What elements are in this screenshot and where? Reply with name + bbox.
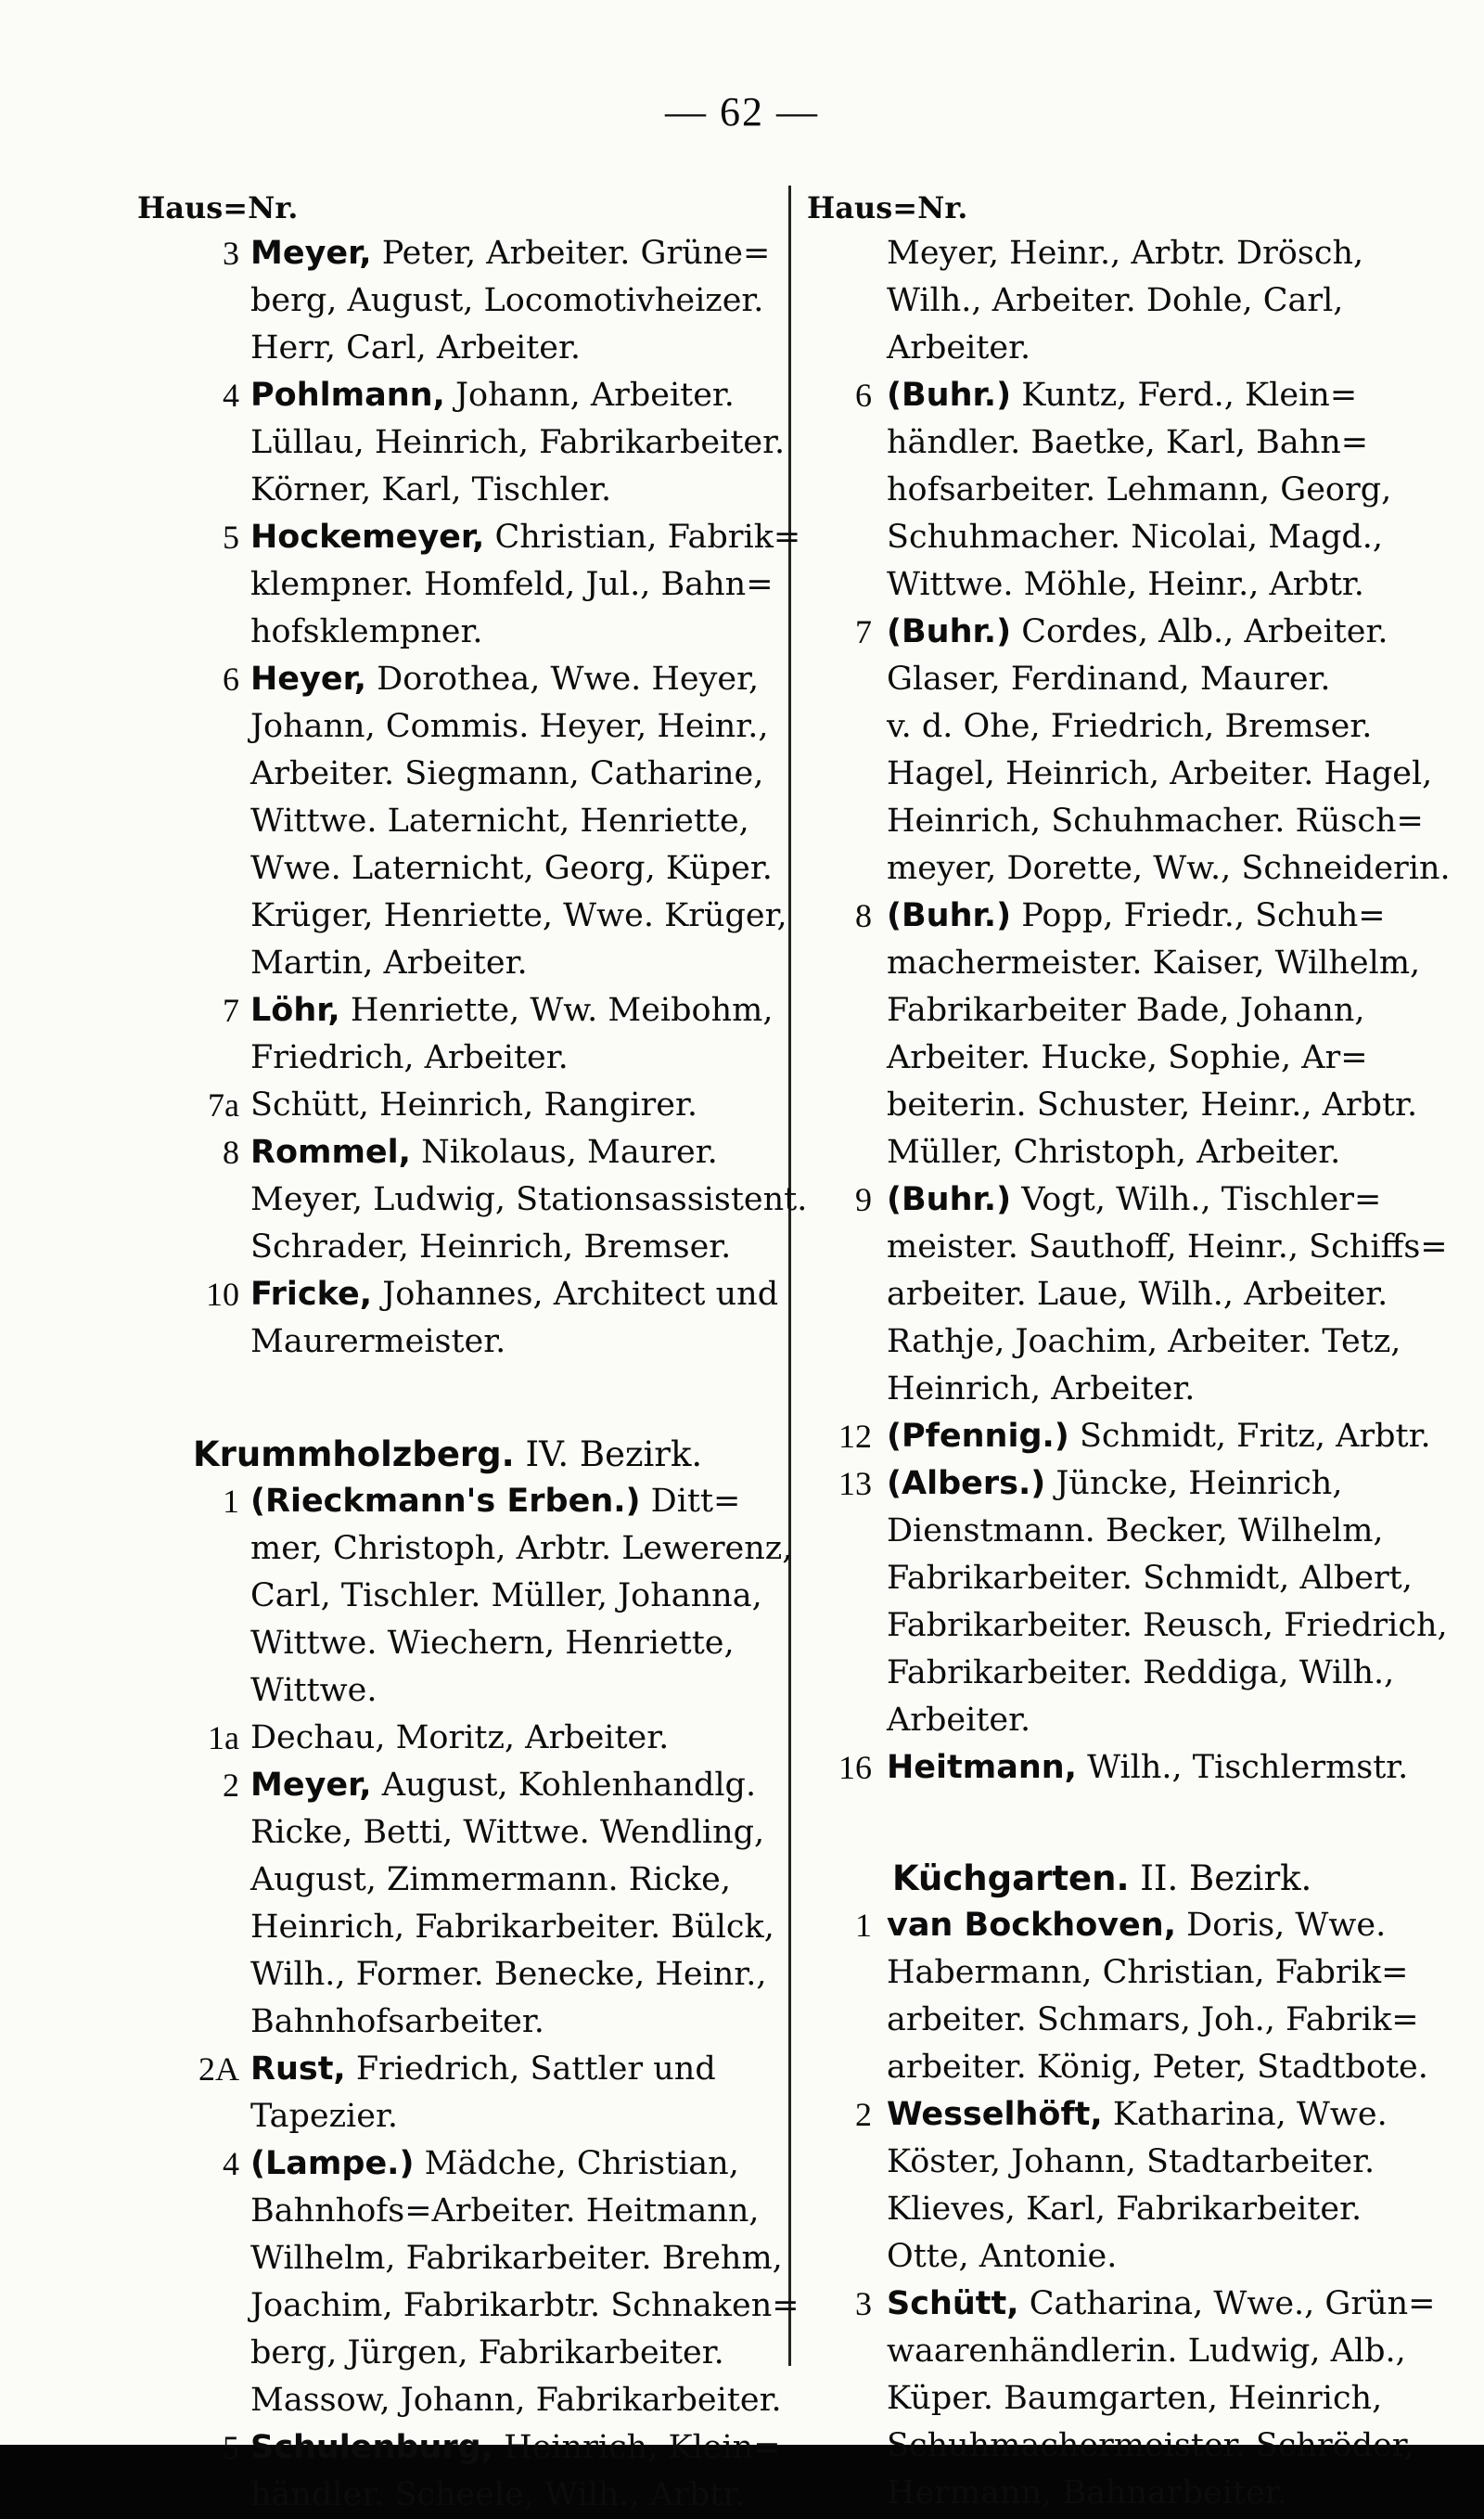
entry-line — [887, 1997, 1419, 2044]
resident-text: Doris, Wwe. — [1186, 1907, 1387, 1944]
resident-text: Henriette, Ww. Meibohm, — [350, 992, 774, 1029]
owner-name: Meyer, — [250, 1767, 372, 1804]
house-number: 7 — [855, 613, 872, 650]
entry-line — [887, 656, 1419, 703]
entry-line — [250, 1620, 777, 1667]
entry-line — [887, 1949, 1419, 1997]
entry-lines — [887, 609, 1451, 893]
owner-name: (Buhr.) — [887, 897, 1012, 934]
resident-text: Heinrich, Klein= — [504, 2429, 781, 2466]
resident-text: Heinrich, Fabrikarbeiter. Bülck, — [250, 1909, 774, 1946]
resident-text: Heinrich, Schuhmacher. Rüsch= — [887, 803, 1424, 840]
entry-line — [250, 230, 777, 277]
entry-line — [250, 277, 777, 325]
entry-line — [887, 1555, 1419, 1602]
resident-text: Habermann, Christian, Fabrik= — [887, 1954, 1409, 1991]
resident-text: Peter, Arbeiter. Grüne= — [381, 235, 771, 272]
resident-text: Meyer, Ludwig, Stationsassistent. — [250, 1181, 808, 1218]
house-entry — [137, 2046, 777, 2140]
resident-text: Maurermeister. — [250, 1323, 506, 1360]
owner-name: Hockemeyer, — [250, 519, 485, 556]
resident-text: Wittwe. — [250, 1672, 377, 1709]
resident-text: Wilh., Arbeiter. Dohle, Carl, — [887, 282, 1344, 319]
entry-line — [887, 1902, 1419, 1949]
resident-text: Körner, Karl, Tischler. — [250, 471, 612, 508]
entry-line — [250, 798, 777, 845]
owner-name: Heitmann, — [887, 1749, 1077, 1786]
owner-name: (Buhr.) — [887, 613, 1012, 650]
entry-line — [887, 893, 1419, 940]
entry-line — [887, 1271, 1419, 1318]
entry-line — [250, 1478, 777, 1525]
owner-name: (Pfennig.) — [887, 1418, 1069, 1455]
resident-text: Ditt= — [650, 1483, 741, 1520]
entry-line — [887, 2091, 1419, 2139]
house-entry — [137, 1762, 777, 2046]
resident-text: Hagel, Heinrich, Arbeiter. Hagel, — [887, 755, 1433, 792]
resident-text: Schmidt, Fritz, Arbtr. — [1079, 1418, 1431, 1455]
entry-line — [887, 609, 1419, 656]
house-number: 13 — [838, 1465, 872, 1502]
resident-text: v. d. Ohe, Friedrich, Bremser. — [887, 708, 1373, 745]
resident-text: Johann, Arbeiter. — [454, 377, 735, 414]
entry-lines — [250, 1762, 777, 2046]
resident-text: Dienstmann. Becker, Wilhelm, — [887, 1512, 1384, 1549]
owner-name: Pohlmann, — [250, 377, 445, 414]
entry-line — [887, 1129, 1419, 1176]
entry-line — [887, 751, 1433, 798]
entry-line — [250, 1176, 808, 1224]
entry-line — [250, 2046, 777, 2093]
house-number: 9 — [855, 1181, 872, 1218]
house-entry — [137, 372, 786, 514]
resident-text: Joachim, Fabrikarbtr. Schnaken= — [250, 2287, 800, 2324]
entry-line — [250, 1035, 777, 1082]
house-entry — [137, 2424, 781, 2519]
house-number: 5 — [223, 2429, 239, 2466]
entry-line — [887, 2470, 1419, 2517]
entry-lines — [887, 1460, 1448, 1744]
house-entry — [137, 1271, 777, 1366]
resident-text: Kuntz, Ferd., Klein= — [1021, 377, 1358, 414]
resident-text: Schütt, Heinrich, Rangirer. — [250, 1086, 697, 1124]
resident-text: Meyer, Heinr., Arbtr. Drösch, — [887, 235, 1364, 272]
resident-text: Wilh., Tischlermstr. — [1087, 1749, 1409, 1786]
resident-text: Katharina, Wwe. — [1112, 2096, 1388, 2133]
resident-text: Catharina, Wwe., Grün= — [1029, 2285, 1436, 2322]
resident-text: Mädche, Christian, — [424, 2145, 739, 2182]
house-entry — [807, 372, 1419, 609]
resident-text: händler. Baetke, Karl, Bahn= — [887, 424, 1369, 461]
house-number: 5 — [223, 519, 239, 556]
entry-lines — [250, 2140, 800, 2424]
entry-line — [250, 1762, 777, 1809]
house-entry — [807, 1902, 1428, 2091]
resident-text: arbeiter. Laue, Wilh., Arbeiter. — [887, 1276, 1388, 1313]
entry-lines — [250, 372, 786, 514]
entry-lines — [887, 372, 1419, 609]
entry-line — [250, 2472, 777, 2519]
house-entry — [807, 2091, 1419, 2281]
resident-text: Heinrich, Arbeiter. — [887, 1370, 1196, 1407]
entry-line — [250, 372, 777, 419]
house-entry — [137, 230, 777, 372]
house-number: 12 — [838, 1418, 872, 1455]
street-name: Küchgarten. — [892, 1858, 1130, 1898]
house-number: 1 — [223, 1483, 239, 1520]
entry-line — [887, 1460, 1419, 1508]
entry-line — [887, 845, 1451, 893]
resident-text: händler. Scheele, Wilh., Arbtr. — [250, 2476, 746, 2513]
entry-line — [887, 1413, 1431, 1460]
entry-lines — [250, 2424, 781, 2519]
entry-line — [250, 1809, 777, 1857]
house-number: 4 — [223, 377, 239, 414]
resident-text: Wittwe. Möhle, Heinr., Arbtr. — [887, 566, 1364, 603]
house-number: 1 — [855, 1907, 872, 1944]
resident-text: Wilhelm, Fabrikarbeiter. Brehm, — [250, 2240, 783, 2277]
entry-line — [887, 1035, 1419, 1082]
entry-line — [887, 467, 1419, 514]
house-number: 3 — [223, 235, 239, 272]
resident-text: berg, Jürgen, Fabrikarbeiter. — [250, 2334, 724, 2371]
entry-line — [250, 845, 777, 893]
resident-text: Lüllau, Heinrich, Fabrikarbeiter. — [250, 424, 786, 461]
house-number: 3 — [855, 2285, 872, 2322]
entry-line — [887, 2044, 1428, 2091]
entry-line — [250, 514, 801, 561]
entry-line — [250, 1715, 777, 1762]
entry-line — [250, 1573, 777, 1620]
left-block-2 — [137, 1478, 800, 2519]
entry-line — [887, 561, 1419, 609]
house-entry — [807, 1744, 1419, 1792]
left-block-1 — [137, 230, 808, 1366]
owner-name: Schulenburg, — [250, 2429, 494, 2466]
house-number: 8 — [223, 1134, 239, 1171]
entry-line — [887, 798, 1424, 845]
entry-line — [250, 940, 777, 987]
entry-line — [887, 1602, 1448, 1650]
house-entry — [137, 656, 787, 987]
house-number: 2A — [198, 2050, 239, 2088]
house-number: 6 — [223, 661, 239, 698]
entry-lines — [250, 987, 777, 1082]
resident-text: arbeiter. König, Peter, Stadtbote. — [887, 2049, 1428, 2086]
entry-lines — [250, 230, 777, 372]
resident-text: Schuhmachermeister. Schröder, — [887, 2427, 1414, 2464]
resident-text: Vogt, Wilh., Tischler= — [1021, 1181, 1382, 1218]
right-column — [807, 186, 1451, 2517]
resident-text: Wittwe. Laternicht, Henriette, — [250, 803, 749, 840]
entry-line — [250, 2188, 777, 2235]
house-entry — [137, 1715, 777, 1762]
resident-text: Dechau, Moritz, Arbeiter. — [250, 1719, 670, 1756]
entry-line — [887, 1082, 1419, 1129]
entry-line — [887, 1318, 1419, 1366]
entry-line — [250, 1904, 777, 1951]
right-block-2 — [807, 1902, 1436, 2517]
house-entry — [137, 1082, 777, 1129]
owner-name: Heyer, — [250, 661, 366, 698]
street-heading — [137, 1431, 777, 1478]
resident-text: Fabrikarbeiter. Schmidt, Albert, — [887, 1560, 1413, 1597]
entry-line — [250, 1525, 793, 1573]
owner-name: Meyer, — [250, 235, 372, 272]
entry-line — [250, 609, 777, 656]
entry-line — [250, 1082, 777, 1129]
house-entry — [137, 1129, 808, 1271]
resident-text: berg, August, Locomotivheizer. — [250, 282, 764, 319]
resident-text: beiterin. Schuster, Heinr., Arbtr. — [887, 1086, 1418, 1124]
resident-text: Klieves, Karl, Fabrikarbeiter. — [887, 2191, 1362, 2228]
entry-lines — [887, 1176, 1448, 1413]
left-column — [137, 186, 808, 2519]
house-entry — [807, 1460, 1448, 1744]
owner-name: van Bockhoven, — [887, 1907, 1177, 1944]
house-number-header: Haus=Nr. — [137, 190, 299, 225]
resident-text: arbeiter. Schmars, Joh., Fabrik= — [887, 2001, 1419, 2038]
entry-line — [250, 1224, 777, 1271]
entry-line — [887, 1508, 1419, 1555]
entry-lines — [887, 2281, 1436, 2517]
entry-line — [887, 2233, 1419, 2281]
owner-name: (Lampe.) — [250, 2145, 415, 2182]
entry-line — [250, 1318, 777, 1366]
resident-text: Dorothea, Wwe. Heyer, — [377, 661, 760, 698]
entry-line — [250, 419, 786, 467]
house-entry — [807, 2281, 1436, 2517]
resident-text: meyer, Dorette, Ww., Schneiderin. — [887, 850, 1451, 887]
resident-text: Arbeiter. — [887, 329, 1031, 366]
resident-text: Nikolaus, Maurer. — [421, 1134, 718, 1171]
entry-line — [250, 325, 777, 372]
resident-text: Herr, Carl, Arbeiter. — [250, 329, 582, 366]
house-number: 6 — [855, 377, 872, 414]
resident-text: Bahnhofsarbeiter. — [250, 2003, 544, 2040]
column-divider — [788, 186, 791, 2366]
entry-line — [887, 514, 1419, 561]
house-number-header: Haus=Nr. — [807, 190, 968, 225]
entry-lines — [887, 1413, 1431, 1460]
entry-line — [887, 2328, 1419, 2375]
entry-line — [250, 1951, 777, 1998]
resident-text: Otte, Antonie. — [887, 2238, 1118, 2275]
owner-name: Schütt, — [887, 2285, 1019, 2322]
house-entry — [137, 987, 777, 1082]
entry-line — [250, 2093, 777, 2140]
entry-line — [887, 1744, 1419, 1792]
house-number: 8 — [855, 897, 872, 934]
entry-line — [250, 2377, 782, 2424]
resident-text: Popp, Friedr., Schuh= — [1021, 897, 1386, 934]
right-block-1 — [807, 230, 1451, 1792]
house-entry — [807, 1176, 1448, 1413]
resident-text: hofsklempner. — [250, 613, 483, 650]
resident-text: August, Kohlenhandlg. — [381, 1767, 757, 1804]
owner-name: Fricke, — [250, 1276, 373, 1313]
house-number: 7 — [223, 992, 239, 1029]
resident-text: Köster, Johann, Stadtarbeiter. — [887, 2143, 1375, 2180]
entry-lines — [887, 1744, 1419, 1792]
resident-text: waarenhändlerin. Ludwig, Alb., — [887, 2333, 1406, 2370]
entry-line — [887, 277, 1419, 325]
resident-text: Carl, Tischler. Müller, Johanna, — [250, 1577, 762, 1614]
owner-name: Wesselhöft, — [887, 2096, 1103, 2133]
entry-line — [250, 561, 777, 609]
resident-text: machermeister. Kaiser, Wilhelm, — [887, 945, 1421, 982]
house-entry — [137, 514, 801, 656]
street-district: IV. Bezirk. — [525, 1434, 703, 1474]
resident-text: Cordes, Alb., Arbeiter. — [1021, 613, 1388, 650]
owner-name: (Albers.) — [887, 1465, 1046, 1502]
entry-line — [250, 751, 777, 798]
resident-text: Martin, Arbeiter. — [250, 945, 528, 982]
house-number: 10 — [206, 1276, 239, 1313]
resident-text: August, Zimmermann. Ricke, — [250, 1861, 731, 1898]
owner-name: Löhr, — [250, 992, 340, 1029]
street-heading — [807, 1855, 1419, 1902]
entry-line — [887, 2281, 1436, 2328]
entry-line — [250, 1271, 777, 1318]
entry-line — [250, 1998, 777, 2046]
entry-line — [887, 2423, 1419, 2470]
entry-lines — [250, 1478, 793, 1715]
entry-line — [250, 987, 777, 1035]
resident-text: meister. Sauthoff, Heinr., Schiffs= — [887, 1228, 1448, 1266]
entry-line — [887, 2186, 1419, 2233]
owner-name: (Buhr.) — [887, 377, 1012, 414]
entry-lines — [250, 514, 801, 656]
entry-line — [250, 1129, 777, 1176]
resident-text: klempner. Homfeld, Jul., Bahn= — [250, 566, 774, 603]
resident-text: Müller, Christoph, Arbeiter. — [887, 1134, 1341, 1171]
entry-line — [887, 1650, 1419, 1697]
entry-line — [250, 2330, 777, 2377]
resident-text: Fabrikarbeiter. Reusch, Friedrich, — [887, 1607, 1448, 1644]
entry-lines — [250, 1715, 777, 1762]
entry-lines — [887, 230, 1419, 372]
resident-text: Ricke, Betti, Wittwe. Wendling, — [250, 1814, 765, 1851]
entry-line — [250, 2140, 777, 2188]
resident-text: Wwe. Laternicht, Georg, Küper. — [250, 850, 773, 887]
resident-text: Johannes, Architect und — [382, 1276, 779, 1313]
spacer — [807, 1792, 1419, 1855]
entry-line — [250, 467, 777, 514]
spacer — [137, 1366, 777, 1431]
resident-text: hofsarbeiter. Lehmann, Georg, — [887, 471, 1392, 508]
resident-text: Fabrikarbeiter Bade, Johann, — [887, 992, 1365, 1029]
house-number: 4 — [223, 2145, 239, 2182]
house-number: 2 — [223, 1767, 239, 1804]
resident-text: Krüger, Henriette, Wwe. Krüger, — [250, 897, 787, 934]
resident-text: Jüncke, Heinrich, — [1055, 1465, 1343, 1502]
entry-line — [887, 940, 1419, 987]
entry-lines — [250, 1271, 777, 1366]
entry-line — [887, 1366, 1419, 1413]
resident-text: Arbeiter. Siegmann, Catharine, — [250, 755, 764, 792]
entry-line — [887, 230, 1419, 277]
entry-line — [250, 893, 787, 940]
entry-line — [887, 1224, 1448, 1271]
entry-line — [887, 1176, 1419, 1224]
house-number: 16 — [838, 1749, 872, 1786]
resident-text: Friedrich, Sattler und — [355, 2050, 716, 2088]
owner-name: Rust, — [250, 2050, 346, 2088]
entry-line — [887, 419, 1419, 467]
entry-lines — [250, 656, 787, 987]
resident-text: Arbeiter. Hucke, Sophie, Ar= — [887, 1039, 1368, 1076]
entry-line — [887, 2139, 1419, 2186]
resident-text: Schuhmacher. Nicolai, Magd., — [887, 519, 1384, 556]
entry-line — [887, 2375, 1419, 2423]
owner-name: (Buhr.) — [887, 1181, 1012, 1218]
house-number: 2 — [855, 2096, 872, 2133]
entry-line — [250, 1857, 777, 1904]
house-number: 1a — [208, 1719, 239, 1756]
entry-line — [887, 987, 1419, 1035]
entry-line — [887, 1697, 1419, 1744]
entry-line — [250, 656, 777, 703]
entry-line — [250, 2235, 783, 2282]
entry-lines — [250, 1082, 777, 1129]
entry-lines — [887, 893, 1419, 1176]
entry-lines — [887, 2091, 1419, 2281]
resident-text: Friedrich, Arbeiter. — [250, 1039, 569, 1076]
entry-line — [887, 325, 1419, 372]
house-entry — [807, 1413, 1431, 1460]
entry-lines — [250, 2046, 777, 2140]
resident-text: Fabrikarbeiter. Reddiga, Wilh., — [887, 1654, 1395, 1691]
resident-text: mer, Christoph, Arbtr. Lewerenz, — [250, 1530, 793, 1567]
page-number: — 62 — — [665, 89, 819, 135]
resident-text: Wilh., Former. Benecke, Heinr., — [250, 1956, 767, 1993]
resident-text: Arbeiter. — [887, 1702, 1031, 1739]
resident-text: Küper. Baumgarten, Heinrich, — [887, 2380, 1383, 2417]
resident-text: Massow, Johann, Fabrikarbeiter. — [250, 2382, 782, 2419]
house-entry — [137, 1478, 793, 1715]
entry-line — [250, 2424, 781, 2472]
resident-text: Wittwe. Wiechern, Henriette, — [250, 1625, 735, 1662]
resident-text: Christian, Fabrik= — [494, 519, 801, 556]
entry-line — [250, 1667, 777, 1715]
owner-name: Rommel, — [250, 1134, 411, 1171]
entry-line — [250, 2282, 800, 2330]
house-number: 7a — [208, 1086, 239, 1124]
entry-line — [887, 703, 1419, 751]
resident-text: Bahnhofs=Arbeiter. Heitmann, — [250, 2192, 760, 2230]
resident-text: Schrader, Heinrich, Bremser. — [250, 1228, 732, 1266]
house-entry — [807, 893, 1419, 1176]
resident-text: Hermann, Bahnarbeiter. — [887, 2474, 1287, 2512]
house-entry — [807, 609, 1451, 893]
resident-text: Glaser, Ferdinand, Maurer. — [887, 661, 1331, 698]
resident-text: Johann, Commis. Heyer, Heinr., — [250, 708, 769, 745]
owner-name: (Rieckmann's Erben.) — [250, 1483, 641, 1520]
resident-text: Tapezier. — [250, 2098, 398, 2135]
entry-lines — [887, 1902, 1428, 2091]
house-entry — [807, 230, 1419, 372]
entry-lines — [250, 1129, 808, 1271]
resident-text: Rathje, Joachim, Arbeiter. Tetz, — [887, 1323, 1401, 1360]
entry-line — [887, 372, 1419, 419]
street-district: II. Bezirk. — [1140, 1858, 1312, 1898]
street-name: Krummholzberg. — [193, 1434, 515, 1474]
entry-line — [250, 703, 777, 751]
house-entry — [137, 2140, 800, 2424]
